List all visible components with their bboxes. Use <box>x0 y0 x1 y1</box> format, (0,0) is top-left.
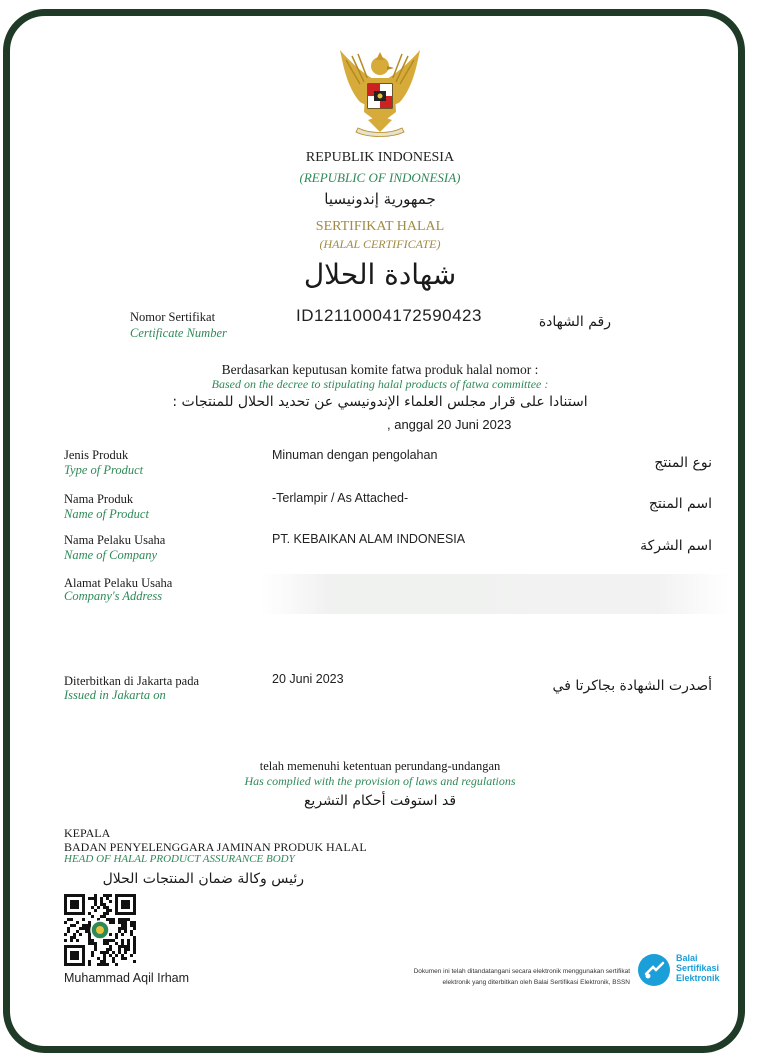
country-name-ar: جمهورية إندونيسيا <box>324 190 436 208</box>
certificate-number-label: Nomor Sertifikat <box>130 310 216 324</box>
compliance-text-ar: قد استوفت أحكام التشريع <box>303 793 457 809</box>
certificate-title-en: (HALAL CERTIFICATE) <box>319 237 441 251</box>
decree-text-ar: استنادا على قرار مجلس العلماء الإندونيسي عن تحديد الحلال للمنتجات : <box>172 394 588 410</box>
decree-text-en: Based on the decree to stipulating halal products of fatwa committee : <box>211 377 549 391</box>
certificate-number-label-ar: رقم الشهادة <box>538 314 611 330</box>
issued-date: 20 Juni 2023 <box>272 672 344 686</box>
signatory-title-1: KEPALA <box>64 826 111 840</box>
e-sign-disclaimer-line-1: Dokumen ini telah ditandatangani secara elektronik menggunakan sertifikat <box>413 968 630 975</box>
certificate-number-label-en: Certificate Number <box>130 326 227 340</box>
company-name-label-ar: اسم الشركة <box>640 538 712 554</box>
company-name-value: PT. KEBAIKAN ALAM INDONESIA <box>272 532 466 546</box>
certificate-title-ar: شهادة الحلال <box>303 258 457 291</box>
product-name-label-en: Name of Product <box>64 507 149 521</box>
issued-label-en: Issued in Jakarta on <box>64 688 166 702</box>
bsre-text-1: Balai <box>676 953 698 963</box>
company-address-label-en: Company's Address <box>64 589 163 603</box>
product-type-label: Jenis Produk <box>64 448 129 462</box>
product-type-value: Minuman dengan pengolahan <box>272 448 438 462</box>
product-name-label: Nama Produk <box>64 492 134 506</box>
certificate-number: ID12110004172590423 <box>296 306 482 325</box>
bsre-logo-icon <box>636 952 672 988</box>
bsre-text-2: Sertifikasi <box>676 963 720 973</box>
signatory-title-en: HEAD OF HALAL PRODUCT ASSURANCE BODY <box>64 853 295 865</box>
issued-label-ar: أصدرت الشهادة بجاكرتا في <box>552 678 712 694</box>
decree-text: Berdasarkan keputusan komite fatwa produk halal nomor : <box>221 362 539 377</box>
qr-code <box>64 894 136 966</box>
signatory-name: Muhammad Aqil Irham <box>64 971 190 985</box>
country-name: REPUBLIK INDONESIA <box>305 150 455 165</box>
company-name-label: Nama Pelaku Usaha <box>64 533 166 547</box>
address-redaction <box>260 574 730 614</box>
country-name-en: (REPUBLIC OF INDONESIA) <box>299 170 461 185</box>
company-address-label: Alamat Pelaku Usaha <box>64 576 173 590</box>
signatory-title-ar: رئيس وكالة ضمان المنتجات الحلال <box>102 871 304 887</box>
product-name-value: -Terlampir / As Attached- <box>272 491 409 505</box>
e-sign-disclaimer <box>330 966 630 988</box>
certificate-title: SERTIFIKAT HALAL <box>315 219 445 234</box>
bsre-text-3: Elektronik <box>676 973 720 983</box>
compliance-text: telah memenuhi ketentuan perundang-undangan <box>259 759 501 773</box>
product-type-label-ar: نوع المنتج <box>654 455 712 471</box>
issued-label: Diterbitkan di Jakarta pada <box>64 674 200 688</box>
signatory-title-2: BADAN PENYELENGGARA JAMINAN PRODUK HALAL <box>64 840 367 854</box>
e-sign-disclaimer-line-2: elektronik yang diterbitkan oleh Balai Sertifikasi Elektronik, BSSN <box>442 979 630 986</box>
company-name-label-en: Name of Company <box>64 548 158 562</box>
bsre-logo-text <box>676 953 720 983</box>
decree-date: , anggal 20 Juni 2023 <box>387 417 512 432</box>
garuda-emblem <box>334 44 426 140</box>
product-type-label-en: Type of Product <box>64 463 144 477</box>
compliance-text-en: Has complied with the provision of laws and regulations <box>244 774 516 788</box>
product-name-label-ar: اسم المنتج <box>648 496 712 512</box>
